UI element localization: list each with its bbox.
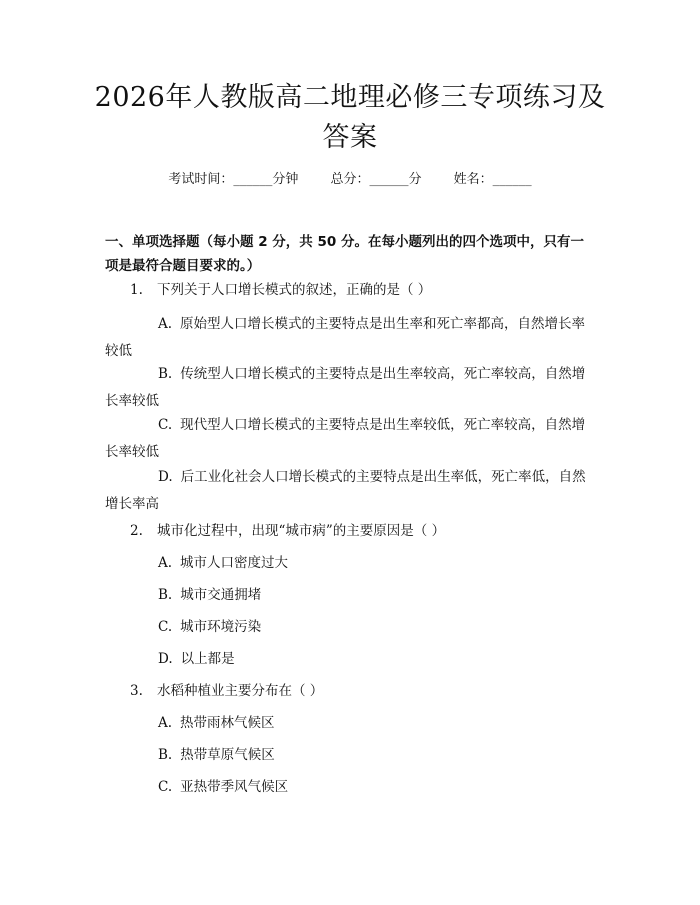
option-text: 后工业化社会人口增长模式的主要特点是出生率低，死亡率低，自然增长率高 bbox=[105, 469, 586, 512]
option-text: 热带草原气候区 bbox=[180, 747, 275, 763]
question-1 bbox=[105, 277, 595, 304]
option-text: 传统型人口增长模式的主要特点是出生率较高，死亡率较高，自然增长率较低 bbox=[105, 366, 586, 409]
option-2d bbox=[105, 646, 590, 673]
option-1b bbox=[105, 361, 590, 415]
question-2 bbox=[105, 518, 595, 545]
option-text: 城市交通拥堵 bbox=[180, 587, 262, 603]
question-3 bbox=[105, 678, 595, 705]
exam-meta bbox=[0, 168, 700, 187]
option-label: D. bbox=[158, 651, 173, 667]
section-heading: 一、单项选择题（每小题 2 分，共 50 分。在每小题列出的四个选项中，只有一项是最符合题目要求的。） bbox=[105, 234, 584, 274]
question-number: 2. bbox=[130, 523, 143, 539]
exam-score: 总分：______分 bbox=[330, 172, 422, 187]
option-label: B. bbox=[158, 747, 173, 763]
question-text: 城市化过程中，出现“城市病”的主要原因是（ ） bbox=[157, 523, 446, 539]
option-3b bbox=[105, 742, 590, 769]
question-number: 1. bbox=[130, 282, 143, 298]
exam-time: 考试时间：______分钟 bbox=[168, 172, 299, 187]
option-label: A. bbox=[158, 316, 173, 332]
question-number: 3. bbox=[130, 683, 143, 699]
option-text: 城市人口密度过大 bbox=[180, 555, 289, 571]
option-3c bbox=[105, 774, 590, 801]
option-1c bbox=[105, 412, 590, 466]
option-label: B. bbox=[158, 587, 173, 603]
option-label: C. bbox=[158, 779, 173, 795]
question-text: 水稻种植业主要分布在（ ） bbox=[157, 683, 324, 699]
option-label: A. bbox=[158, 555, 173, 571]
option-2a bbox=[105, 550, 590, 577]
option-text: 以上都是 bbox=[180, 651, 235, 667]
option-3a bbox=[105, 710, 590, 737]
option-2b bbox=[105, 582, 590, 609]
option-1d bbox=[105, 464, 590, 518]
option-label: C. bbox=[158, 417, 173, 433]
option-label: D. bbox=[158, 469, 173, 485]
exam-name: 姓名：______ bbox=[453, 172, 532, 187]
option-text: 城市环境污染 bbox=[180, 619, 262, 635]
option-text: 热带雨林气候区 bbox=[180, 715, 275, 731]
option-label: C. bbox=[158, 619, 173, 635]
option-label: B. bbox=[158, 366, 173, 382]
option-label: A. bbox=[158, 715, 173, 731]
question-text: 下列关于人口增长模式的叙述，正确的是（ ） bbox=[157, 282, 432, 298]
option-1a bbox=[105, 311, 590, 365]
option-text: 亚热带季风气候区 bbox=[180, 779, 289, 795]
option-text: 原始型人口增长模式的主要特点是出生率和死亡率都高，自然增长率较低 bbox=[105, 316, 586, 359]
option-2c bbox=[105, 614, 590, 641]
page-title: 2026年人教版高二地理必修三专项练习及答案 bbox=[94, 82, 606, 153]
option-text: 现代型人口增长模式的主要特点是出生率较低，死亡率较高，自然增长率较低 bbox=[105, 417, 586, 460]
